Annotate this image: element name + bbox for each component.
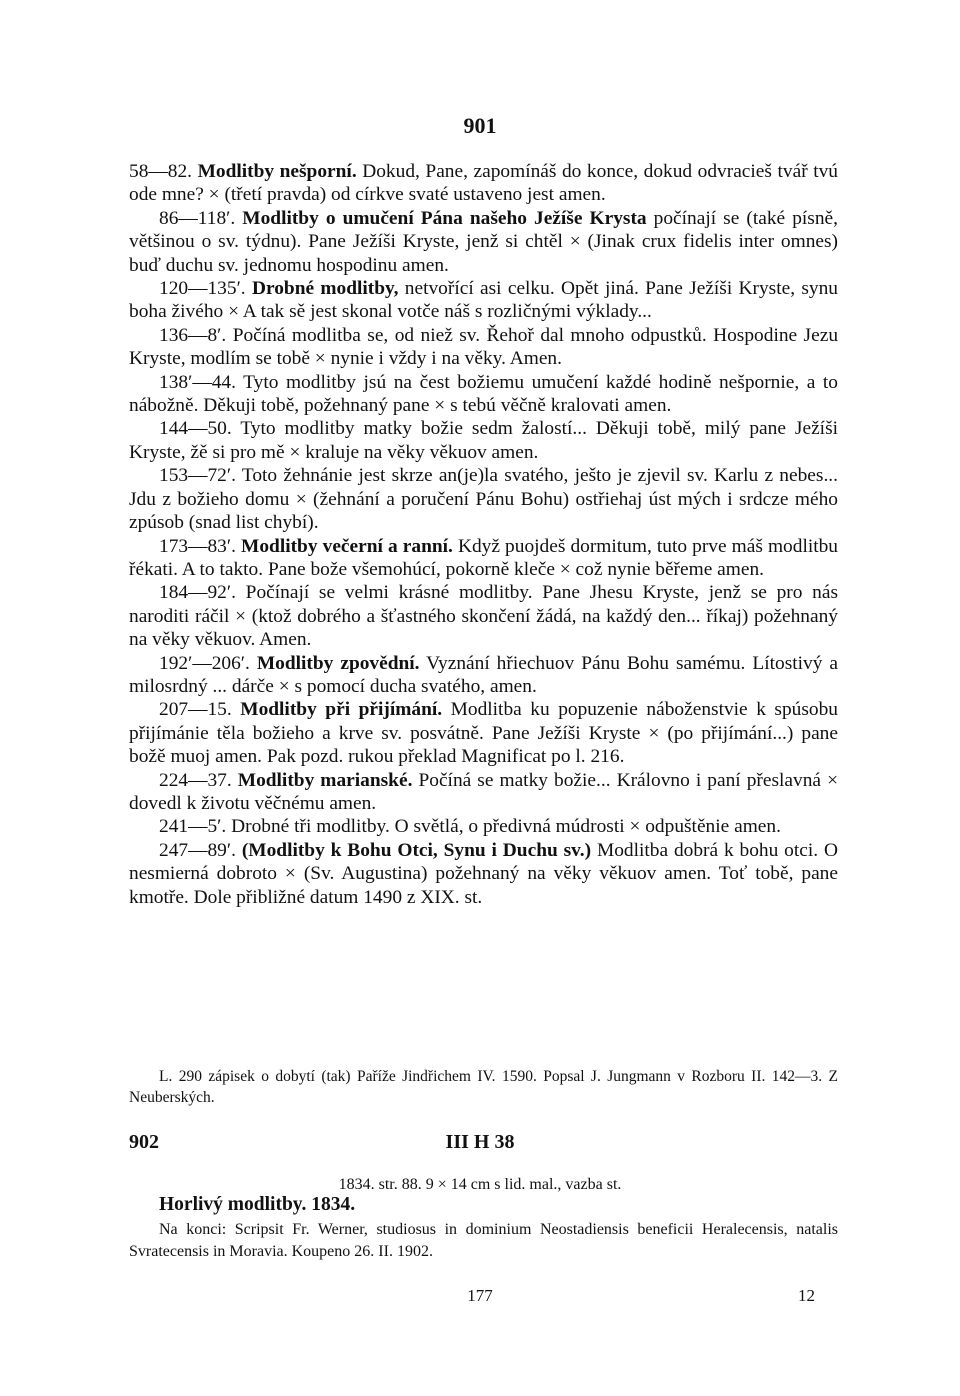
entry-folio-range: 192′—206′. bbox=[159, 652, 257, 674]
manuscript-note bbox=[129, 1066, 838, 1108]
entry-text: Dokud, Pane, zapomínáš do konce, dokud odvracieš tvář tvú ode mne? × (třetí pravda) od církve svaté ustaveno jest amen. bbox=[129, 161, 838, 206]
catalog-entry bbox=[129, 207, 838, 277]
entries-block bbox=[129, 160, 838, 909]
entry-folio-range: 138′—44. bbox=[159, 371, 244, 393]
entry-heading: (Modlitby k Bohu Otci, Synu i Duchu sv.) bbox=[241, 839, 592, 861]
entry-folio-range: 207—15. bbox=[159, 699, 241, 721]
entry-text: Počínají se velmi krásné modlitby. Pane Jhesu Kryste, jenž se pro nás naroditi ráčil × (ktož dobrého a šťastného skončení žádá, na každý den... říkaj) požehnaný na věky věkuov. Amen. bbox=[129, 582, 838, 651]
entry-folio-range: 120—135′. bbox=[159, 278, 252, 300]
footer-sheet-number: 12 bbox=[798, 1286, 815, 1305]
entry-text: Tyto modlitby matky božie sedm žalostí... Děkuji tobě, milý pane Ježíši Kryste, žě si pro mě × kraluje na věky věkuov amen. bbox=[129, 418, 838, 463]
entry-folio-range: 58—82. bbox=[129, 161, 198, 182]
entry-text: Vyznání hřiechuov Pánu Bohu samému. Lítostivý a milosrdný ... dárče × s pomocí ducha svatého, amen. bbox=[129, 652, 838, 697]
entry-text: počínají se (také písně, většinou o sv. týdnu). Pane Ježíši Kryste, jenž si chtěl × (Jinak crux fidelis inter omnes) buď duchu sv. jednomu hospodinu amen. bbox=[129, 207, 838, 276]
entry-meta: 1834. str. 88. 9 × 14 cm s lid. mal., vazba st. bbox=[338, 1176, 622, 1193]
entry-heading: Modlitby večerní a ranní. bbox=[241, 535, 453, 557]
entry-folio-range: 153—72′. bbox=[159, 465, 242, 487]
entry-text: Počíná modlitba se, od niež sv. Řehoř dal mnoho odpustků. Hospodine Jezu Kryste, modlím se tobě × nynie i vždy i na věky. Amen. bbox=[129, 324, 839, 370]
entry-text: Když puojdeš dormitum, tuto prve máš modlitbu řékati. A to takto. Pane bože všemohúcí, pokorně kleče × což nynie běřeme amen. bbox=[129, 535, 838, 580]
entry-note bbox=[129, 1219, 838, 1263]
entry-text: netvořící asi celku. Opět jiná. Pane Ježíši Kryste, synu boha živého × A tak sě jest skonal votče náš s rozličnými výklady... bbox=[129, 278, 838, 323]
catalog-entry bbox=[129, 417, 838, 464]
note-text: L. 290 zápisek o dobytí (tak) Paříže Jindřichem IV. 1590. Popsal J. Jungmann v Rozboru II. 142—3. Z Neuberských. bbox=[129, 1068, 838, 1106]
catalog-entry bbox=[129, 371, 838, 418]
entry-title: Horlivý modlitby. 1834. bbox=[159, 1194, 356, 1215]
entry-folio-range: 136—8′. bbox=[159, 324, 233, 346]
entry-heading: Drobné modlitby, bbox=[251, 278, 399, 300]
catalog-entry bbox=[129, 160, 838, 207]
catalog-entry bbox=[129, 464, 838, 534]
entry-folio-range: 241—5′. bbox=[159, 816, 232, 838]
entry-note-text: Na konci: Scripsit Fr. Werner, studiosus in dominium Neostadiensis beneficii Heralecensis, natalis Svratecensis in Moravia. Koupeno 26. II. 1902. bbox=[129, 1221, 838, 1260]
entry-heading: Modlitby marianské. bbox=[237, 769, 413, 791]
entry-text: Toto žehnánie jest skrze an(je)la svatého, ješto je zjevil sv. Karlu z nebes... Jdu z božieho domu × (žehnání a poručení Pánu Bohu) ostřiehaj úst mých i srdcze mého zpúsob (snad list chybí). bbox=[129, 465, 838, 534]
entry-text: Modlitba dobrá k bohu otci. O nesmierná dobroto × (Sv. Augustina) požehnaný na věky věkuov amen. Toť tobě, pane kmotře. Dole přibližné datum 1490 z XIX. st. bbox=[129, 839, 838, 908]
entry-text: Modlitba ku popuzenie náboženstvie k spúsobu přijímánie těla božieho a krve sv. posvátně. Pane Ježíši Kryste × (po přijímání...) pane božě muoj amen. Pak pozd. rukou překlad Magnificat po l. 216. bbox=[129, 699, 838, 768]
entry-heading: Modlitby při přijímání. bbox=[240, 699, 443, 721]
entry-number: 902 bbox=[129, 1131, 159, 1153]
catalog-entry bbox=[129, 277, 838, 324]
catalog-entry bbox=[129, 698, 838, 768]
entry-heading: Modlitby nešporní. bbox=[197, 161, 357, 182]
page-number: 901 bbox=[463, 113, 497, 138]
catalog-entry bbox=[129, 581, 838, 651]
entry-folio-range: 173—83′. bbox=[159, 535, 242, 557]
catalog-entry bbox=[129, 769, 838, 816]
entry-folio-range: 184—92′. bbox=[159, 582, 246, 604]
entry-heading: Modlitby zpovědní. bbox=[256, 652, 420, 674]
entry-heading: Modlitby o umučení Pána našeho Ježíše Krysta bbox=[242, 207, 647, 229]
entry-text: Tyto modlitby jsú na čest božiemu umučení každé hodině nešpornie, a to nábožně. Děkuji tobě, požehnaný pane × s tebú věčně kralovati amen. bbox=[129, 371, 838, 417]
catalog-entry bbox=[129, 815, 838, 838]
entry-text: Počíná se matky božie... Královno i paní přeslavná × dovedl k životu věčnému amen. bbox=[129, 769, 839, 814]
catalog-entry bbox=[129, 324, 838, 371]
footer-signature: 177 bbox=[467, 1286, 493, 1305]
shelfmark: III H 38 bbox=[445, 1131, 515, 1153]
catalog-entry bbox=[129, 535, 838, 582]
entry-folio-range: 86—118′. bbox=[159, 207, 243, 229]
entry-folio-range: 144—50. bbox=[159, 418, 241, 440]
entry-folio-range: 247—89′. bbox=[159, 839, 242, 861]
catalog-entry bbox=[129, 652, 838, 699]
catalog-entry bbox=[129, 839, 838, 909]
entry-folio-range: 224—37. bbox=[159, 769, 238, 791]
entry-text: Drobné tři modlitby. O světlá, o předivná múdrosti × odpuštěnie amen. bbox=[231, 816, 781, 838]
